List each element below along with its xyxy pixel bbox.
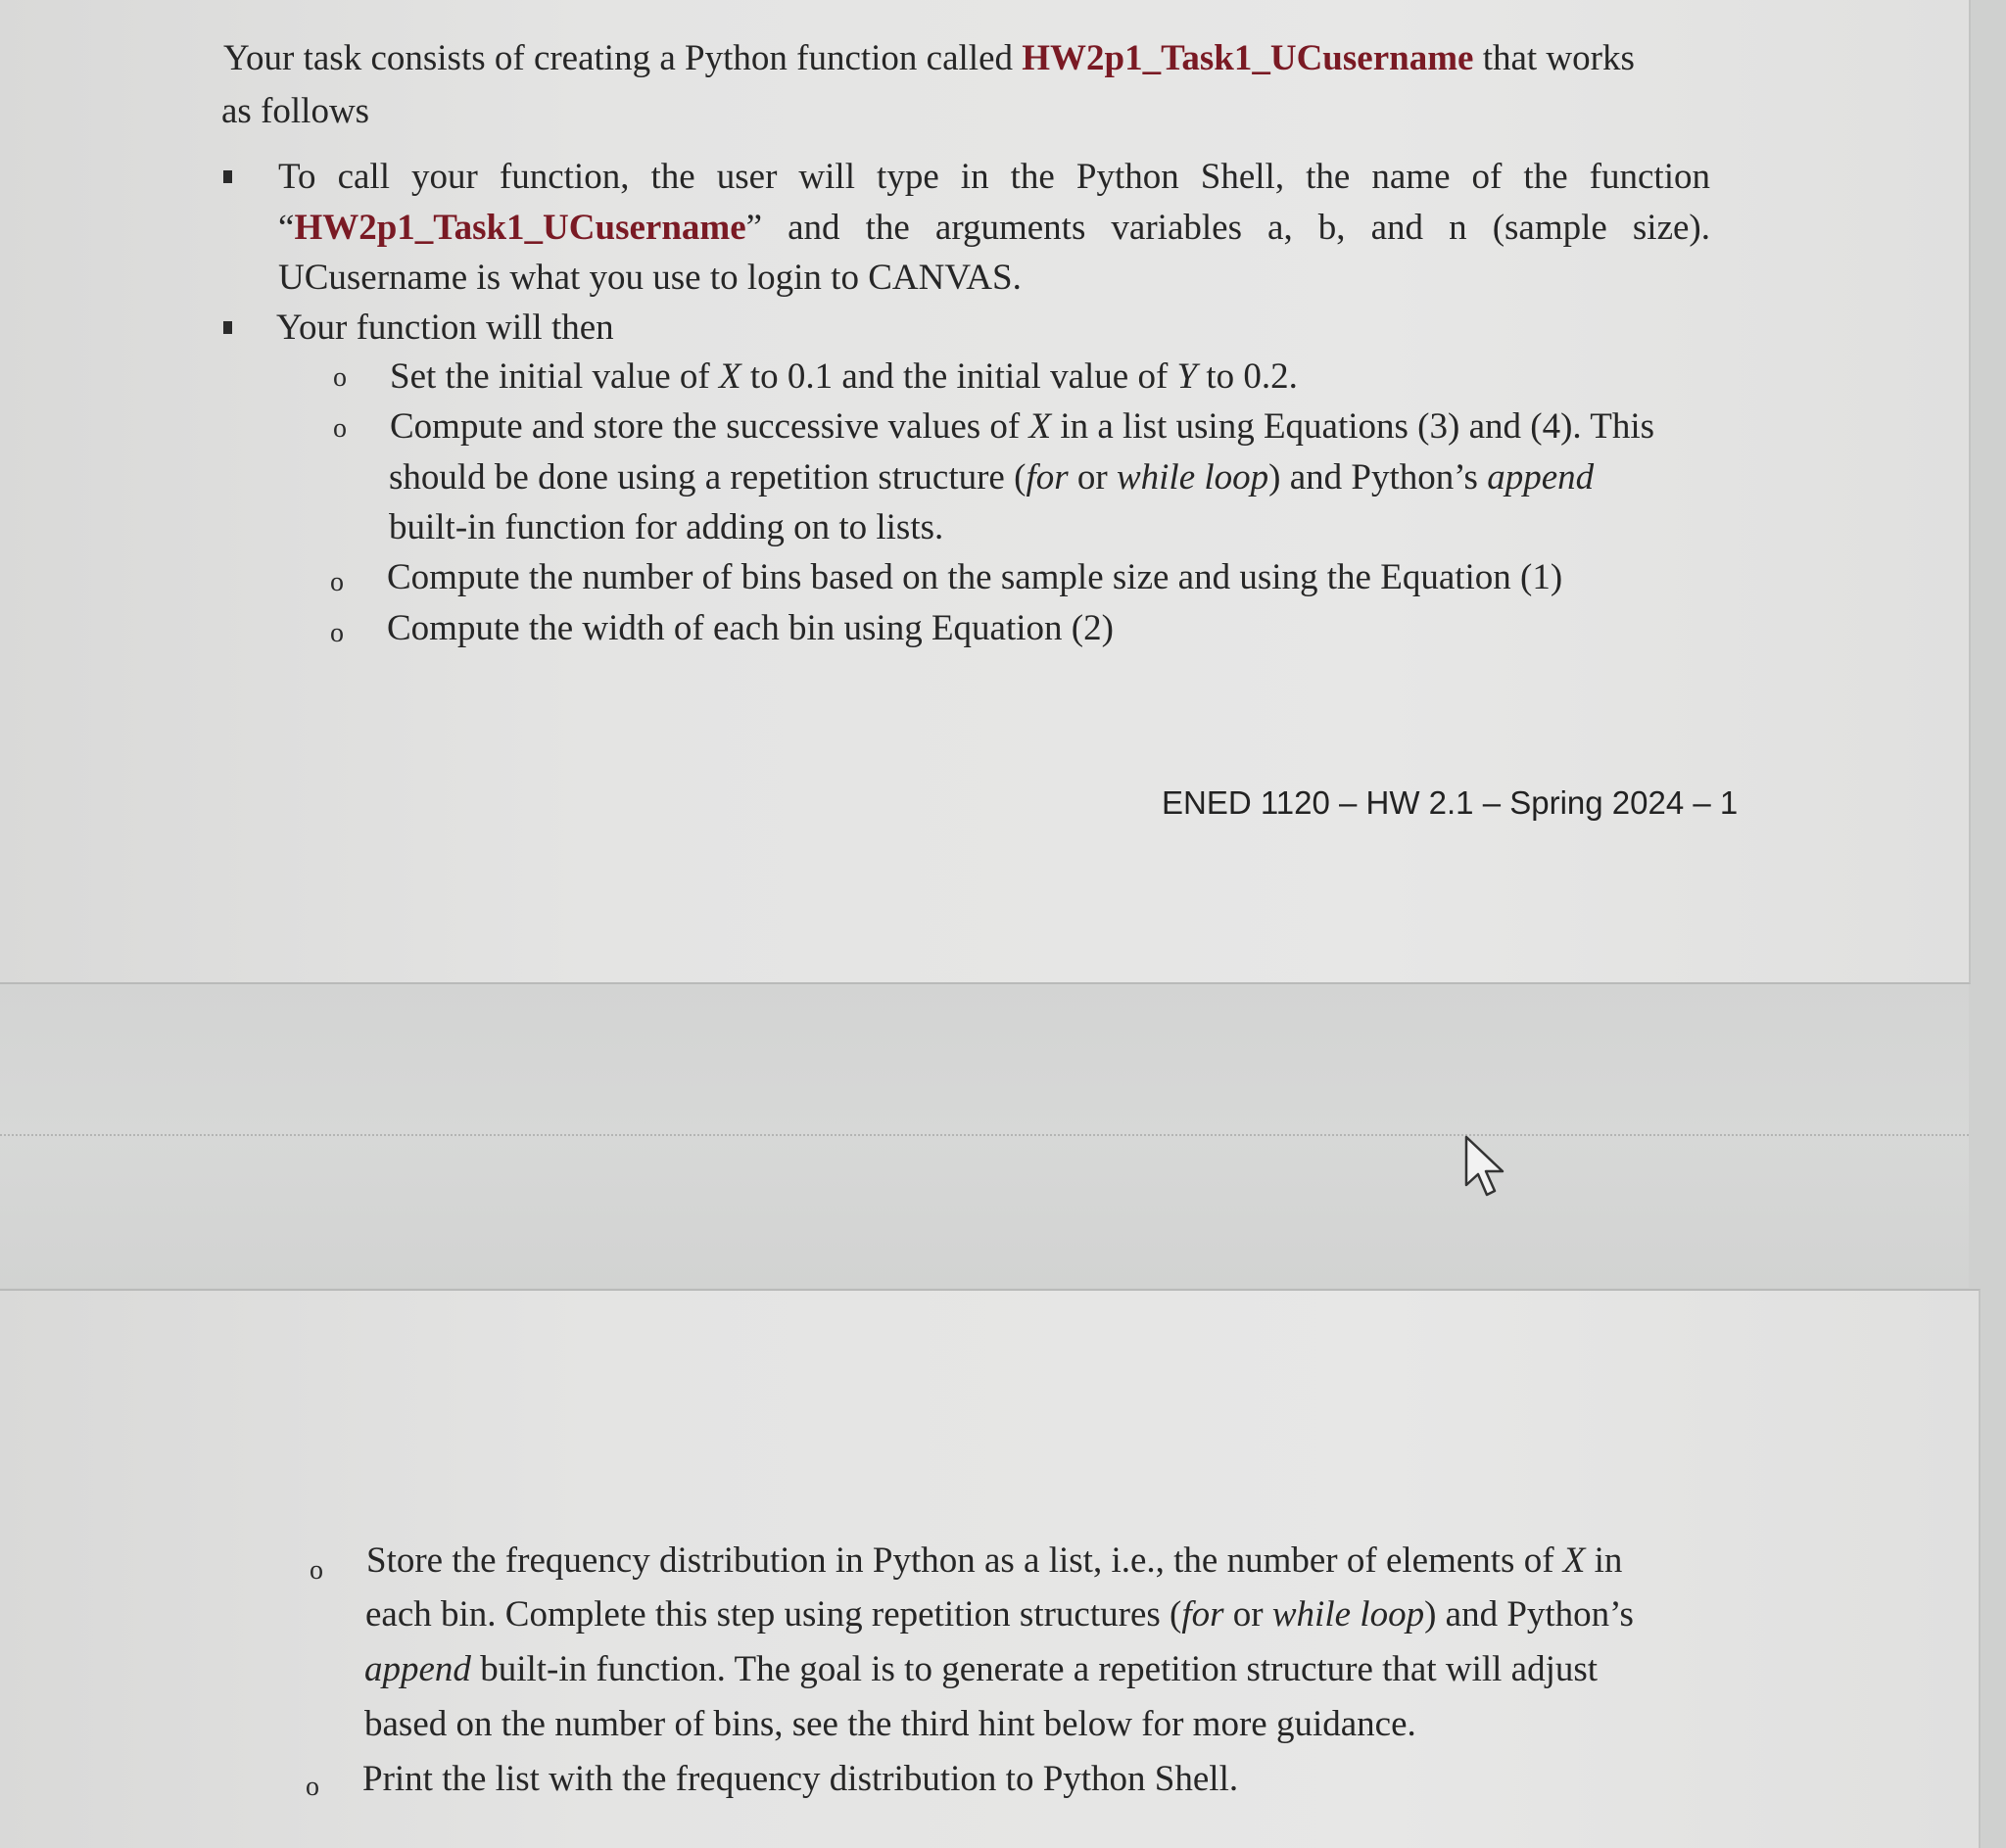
page-gap xyxy=(0,984,1969,1288)
keyword-append: append xyxy=(1487,457,1595,498)
circle-bullet-icon: o xyxy=(330,567,344,597)
bullet2-line-1: Your function will then xyxy=(276,308,614,348)
sub5-text: or xyxy=(1223,1594,1272,1635)
mouse-pointer-icon xyxy=(1463,1134,1510,1201)
sub5-text: each bin. Complete this step using repetition structures ( xyxy=(365,1594,1182,1635)
var-x: X xyxy=(1562,1540,1586,1581)
circle-bullet-icon: o xyxy=(330,618,344,648)
intro-text: that works xyxy=(1473,38,1635,78)
sub5-line-2 xyxy=(365,1593,1634,1636)
intro-text: Your task consists of creating a Python function called xyxy=(223,38,1023,78)
sub5-text: Store the frequency distribution in Python as a list, i.e., the number of elements of xyxy=(366,1540,1563,1581)
intro-line-2: as follows xyxy=(221,91,370,131)
circle-bullet-icon: o xyxy=(310,1555,323,1586)
function-name: HW2p1_Task1_UCusername xyxy=(294,208,746,248)
sub5-line-4: based on the number of bins, see the third hint below for more guidance. xyxy=(364,1704,1416,1744)
circle-bullet-icon: o xyxy=(306,1772,319,1802)
sub4-line: Compute the width of each bin using Equation (2) xyxy=(387,608,1114,648)
keyword-while-loop: while loop xyxy=(1271,1594,1425,1635)
circle-bullet-icon: o xyxy=(333,413,347,444)
sub1-line xyxy=(390,355,1298,399)
page-footer: ENED 1120 – HW 2.1 – Spring 2024 – 1 xyxy=(1162,784,1739,821)
sub2-text: or xyxy=(1068,457,1117,498)
square-bullet-icon xyxy=(223,170,232,183)
sub5-line-3 xyxy=(364,1648,1598,1691)
sub2-line-2 xyxy=(389,456,1594,499)
sub5-text: built-in function. The goal is to generate a repetition structure that will adjust xyxy=(470,1649,1599,1689)
var-y: Y xyxy=(1176,356,1198,397)
sub5-text: ) and Python’s xyxy=(1424,1594,1634,1635)
keyword-while-loop: while loop xyxy=(1116,457,1269,498)
sub2-text: should be done using a repetition structure ( xyxy=(389,457,1027,498)
bullet1-line-2 xyxy=(278,207,1710,250)
bullet1-text: ” and the arguments variables a, b, and n (sample size). xyxy=(745,208,1710,248)
sub2-text: ) and Python’s xyxy=(1268,457,1488,498)
intro-line-1 xyxy=(223,37,1635,80)
sub1-text: to 0.2. xyxy=(1197,356,1298,397)
var-x: X xyxy=(719,356,741,397)
sub1-text: Set the initial value of xyxy=(390,356,719,397)
quote-mark: “ xyxy=(278,208,295,248)
sub6-line: Print the list with the frequency distribution to Python Shell. xyxy=(362,1759,1239,1799)
sub5-text: in xyxy=(1585,1540,1623,1581)
circle-bullet-icon: o xyxy=(333,362,347,393)
function-name: HW2p1_Task1_UCusername xyxy=(1022,38,1474,78)
sub2-line-1 xyxy=(390,405,1654,449)
document-page-2 xyxy=(0,1289,1981,1848)
sub1-text: to 0.1 and the initial value of xyxy=(740,356,1177,397)
sub3-line: Compute the number of bins based on the sample size and using the Equation (1) xyxy=(387,557,1563,597)
sub2-line-3: built-in function for adding on to lists. xyxy=(389,507,944,547)
keyword-append: append xyxy=(364,1649,471,1689)
bullet1-line-3: UCusername is what you use to login to CANVAS. xyxy=(278,258,1022,298)
keyword-for: for xyxy=(1181,1594,1224,1635)
page-break-divider xyxy=(0,1134,1969,1136)
sub2-text: Compute and store the successive values of xyxy=(390,406,1029,447)
bullet1-line-1: To call your function, the user will type in the Python Shell, the name of the function xyxy=(278,157,1710,197)
keyword-for: for xyxy=(1026,457,1069,498)
square-bullet-icon xyxy=(223,321,232,334)
sub2-text: in a list using Equations (3) and (4). This xyxy=(1051,406,1654,447)
var-x: X xyxy=(1028,406,1052,447)
sub5-line-1 xyxy=(366,1540,1622,1583)
